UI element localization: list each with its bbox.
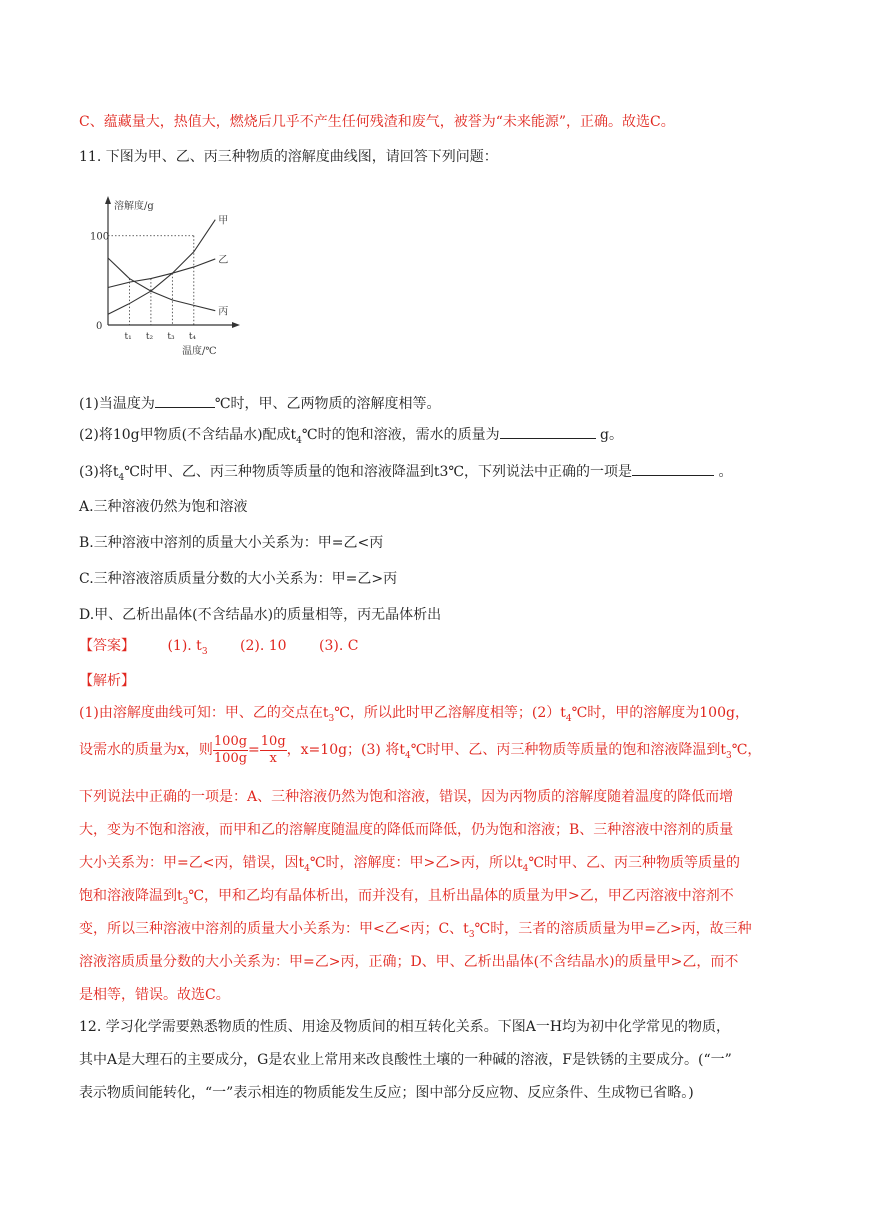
analysis-2-b: ，x=10g；(3) 将t bbox=[286, 742, 405, 758]
x-tick-label-3: t₄ bbox=[188, 332, 197, 342]
analysis-2-sub1: 4 bbox=[404, 750, 411, 761]
x-axis-arrow bbox=[232, 322, 240, 328]
question-12-line-3: 表示物质间能转化，“一”表示相连的物质能发生反应；图中部分反应物、反应条件、生成物已省略。) bbox=[79, 1085, 694, 1101]
analysis-1-c: ℃时，甲的溶解度为100g， bbox=[571, 705, 749, 721]
fraction-1-num: 100g bbox=[213, 733, 248, 749]
q11-part-2-c: g。 bbox=[595, 427, 623, 443]
fraction-1 bbox=[213, 734, 248, 767]
answer-blank-1[interactable] bbox=[155, 393, 215, 408]
curve-0 bbox=[108, 220, 215, 315]
analysis-line-7 bbox=[79, 919, 752, 945]
q11-part-3-a: (3)将t bbox=[79, 464, 119, 480]
answer-1 bbox=[167, 638, 208, 657]
analysis-6-sub: 3 bbox=[182, 896, 189, 907]
analysis-line-8: 溶液溶质质量分数的大小关系为：甲=乙>丙，正确；D、甲、乙析出晶体(不含结晶水)的质量甲>乙，而不 bbox=[79, 954, 739, 970]
option-b: B.三种溶液中溶剂的质量大小关系为：甲=乙<丙 bbox=[79, 535, 384, 551]
analysis-line-6 bbox=[79, 886, 734, 912]
prev-answer-line: C、蕴藏量大，热值大，燃烧后几乎不产生任何残渣和废气，被誉为“未来能源”，正确。故选C。 bbox=[79, 114, 675, 130]
q11-part-1-a: (1)当温度为 bbox=[79, 396, 155, 412]
analysis-7-a: 变，所以三种溶液中溶剂的质量大小关系为：甲<乙<丙；C、t bbox=[79, 921, 469, 937]
y-axis-arrow bbox=[105, 196, 111, 204]
option-a: A.三种溶液仍然为饱和溶液 bbox=[79, 499, 248, 515]
analysis-5-sub1: 4 bbox=[304, 863, 310, 874]
y-axis-label: 溶解度/g bbox=[114, 201, 154, 212]
solubility-chart bbox=[90, 192, 260, 362]
analysis-line-2 bbox=[79, 733, 761, 773]
q11-part-3-c: 。 bbox=[714, 464, 733, 480]
series-label-0: 甲 bbox=[218, 215, 229, 227]
analysis-2-sub2: 3 bbox=[726, 750, 732, 761]
analysis-line-3: 下列说法中正确的一项是：A、三种溶液仍然为饱和溶液，错误，因为丙物质的溶解度随着温度的降低而增 bbox=[79, 789, 734, 805]
analysis-2-a: 设需水的质量为x，则 bbox=[79, 742, 213, 758]
answer-3: (3). C bbox=[319, 638, 359, 654]
analysis-2-c: ℃时甲、乙、丙三种物质等质量的饱和溶液降温到t bbox=[410, 742, 726, 758]
answer-line bbox=[79, 636, 358, 662]
analysis-1-b: ℃，所以此时甲乙溶解度相等；(2）t bbox=[334, 705, 566, 721]
question-12-line-2: 其中A是大理石的主要成分，G是农业上常用来改良酸性土壤的一种碱的溶液，F是铁锈的主要成分。(“一” bbox=[79, 1052, 732, 1068]
answer-1-sub: 3 bbox=[201, 646, 208, 657]
x-axis-label: 温度/℃ bbox=[182, 346, 217, 357]
analysis-line-1 bbox=[79, 703, 749, 729]
answer-2: (2). 10 bbox=[240, 638, 287, 654]
analysis-line-9: 是相等，错误。故选C。 bbox=[79, 987, 230, 1003]
q11-part-3 bbox=[79, 461, 733, 488]
analysis-6-b: ℃，甲和乙均有晶体析出，而并没有，且析出晶体的质量为甲>乙，甲乙丙溶液中溶剂不 bbox=[188, 888, 734, 904]
analysis-label: 【解析】 bbox=[79, 673, 135, 689]
series-label-1: 乙 bbox=[218, 254, 229, 266]
y-tick-label: 100 bbox=[90, 231, 110, 243]
x-tick-label-2: t₃ bbox=[167, 332, 175, 342]
answer-blank-3[interactable] bbox=[632, 461, 714, 476]
fraction-1-den: 100g bbox=[213, 750, 248, 766]
option-d: D.甲、乙析出晶体(不含结晶水)的质量相等，丙无晶体析出 bbox=[79, 607, 442, 623]
series-label-2: 丙 bbox=[218, 306, 229, 318]
analysis-5-sub2: 4 bbox=[522, 863, 529, 874]
fraction-2-den: x bbox=[269, 750, 277, 766]
analysis-7-b: ℃时，三者的溶质质量为甲=乙>丙，故三种 bbox=[474, 921, 752, 937]
origin-label: 0 bbox=[96, 321, 103, 332]
analysis-2-d: ℃， bbox=[731, 742, 762, 758]
analysis-1-sub2: 4 bbox=[565, 713, 572, 724]
analysis-5-b: ℃时，溶解度：甲>乙>丙，所以t bbox=[309, 855, 523, 871]
analysis-1-a: (1)由溶解度曲线可知：甲、乙的交点在t bbox=[79, 705, 329, 721]
answer-label: 【答案】 bbox=[79, 638, 135, 654]
option-c: C.三种溶液溶质质量分数的大小关系为：甲=乙>丙 bbox=[79, 571, 398, 587]
analysis-7-sub: 3 bbox=[468, 929, 475, 940]
fraction-2 bbox=[260, 734, 287, 767]
q11-part-2-a: (2)将10g甲物质(不含结晶水)配成t bbox=[79, 427, 297, 443]
fraction-equals: = bbox=[248, 742, 260, 758]
curve-2 bbox=[108, 258, 215, 311]
analysis-5-c: ℃时甲、乙、丙三种物质等质量的 bbox=[528, 855, 740, 871]
analysis-1-sub1: 3 bbox=[328, 713, 335, 724]
x-tick-label-1: t₂ bbox=[145, 332, 154, 342]
x-tick-label-0: t₁ bbox=[124, 332, 132, 342]
q11-part-2 bbox=[79, 424, 623, 451]
question-12-line-1: 12. 学习化学需要熟悉物质的性质、用途及物质间的相互转化关系。下图A一H均为初中化学常见的物质， bbox=[79, 1019, 731, 1035]
q11-part-1-b: ℃时，甲、乙两物质的溶解度相等。 bbox=[214, 396, 441, 412]
q11-part-3-b: ℃时甲、乙、丙三种物质等质量的饱和溶液降温到t3℃，下列说法中正确的一项是 bbox=[124, 464, 633, 480]
analysis-5-a: 大小关系为：甲=乙<丙，错误，因t bbox=[79, 855, 305, 871]
analysis-6-a: 饱和溶液降温到t bbox=[79, 888, 183, 904]
q11-part-2-b: ℃时的饱和溶液，需水的质量为 bbox=[301, 427, 500, 443]
answer-1-text: (1). t bbox=[167, 638, 202, 654]
fraction-2-num: 10g bbox=[260, 733, 286, 749]
q11-part-2-sub: 4 bbox=[296, 435, 302, 446]
question-11-stem: 11. 下图为甲、乙、丙三种物质的溶解度曲线图，请回答下列问题： bbox=[79, 149, 498, 165]
q11-part-3-sub: 4 bbox=[118, 472, 125, 483]
analysis-line-5 bbox=[79, 853, 740, 879]
q11-part-1 bbox=[79, 393, 441, 414]
answer-blank-2[interactable] bbox=[500, 424, 596, 439]
analysis-line-4: 大，变为不饱和溶液，而甲和乙的溶解度随温度的降低而降低，仍为饱和溶液；B、三种溶液中溶剂的质量 bbox=[79, 822, 734, 838]
